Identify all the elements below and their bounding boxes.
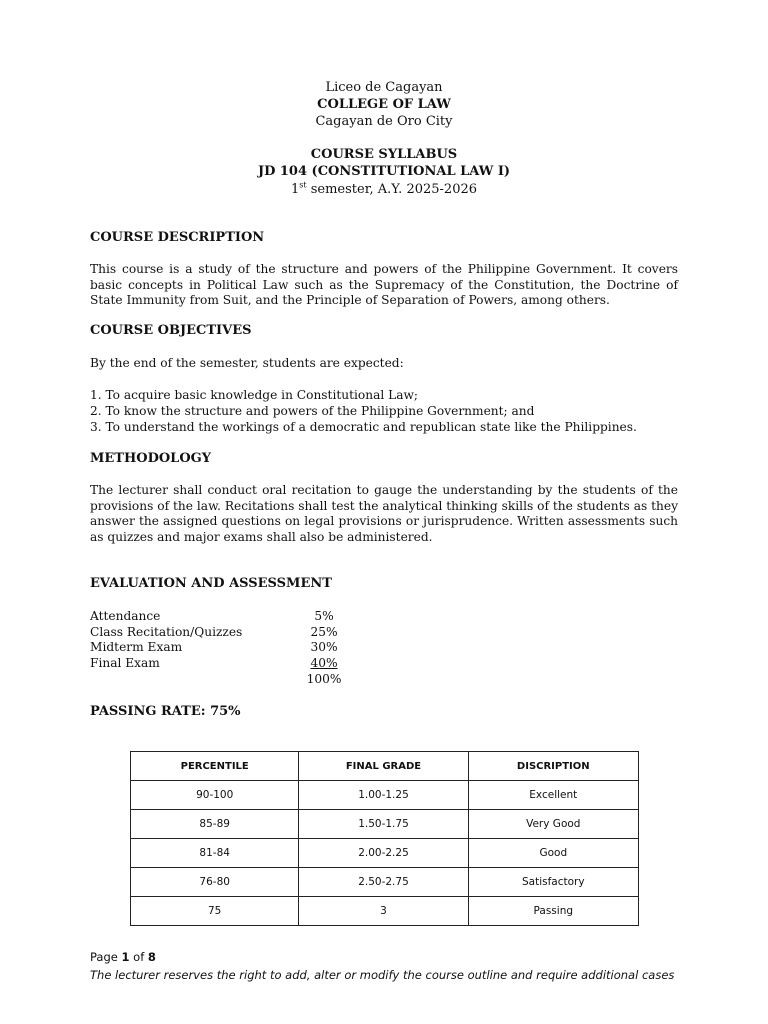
table-cell: 85-89 bbox=[131, 810, 299, 839]
page-total: 8 bbox=[147, 950, 156, 964]
table-cell: 81-84 bbox=[131, 839, 299, 868]
semester-ordinal: st bbox=[299, 180, 307, 190]
table-row bbox=[131, 897, 639, 926]
evaluation-total: 100% bbox=[306, 672, 342, 686]
evaluation-label: Final Exam bbox=[90, 656, 160, 670]
evaluation-label: Attendance bbox=[90, 609, 161, 623]
evaluation-weight: 5% bbox=[314, 609, 334, 623]
column-header-percentile: PERCENTILE bbox=[131, 752, 299, 781]
objectives-intro: By the end of the semester, students are expected: bbox=[90, 356, 404, 370]
table-cell: Excellent bbox=[468, 781, 638, 810]
column-header-description: DISCRIPTION bbox=[468, 752, 638, 781]
objective-item: 2. To know the structure and powers of the Philippine Government; and bbox=[90, 404, 535, 418]
table-cell: Passing bbox=[468, 897, 638, 926]
evaluation-label: Class Recitation/Quizzes bbox=[90, 625, 243, 639]
table-row bbox=[131, 839, 639, 868]
footer-note: The lecturer reserves the right to add, alter or modify the course outline and require additional cases bbox=[90, 968, 675, 982]
page-number bbox=[90, 950, 156, 964]
table-cell: 2.50-2.75 bbox=[299, 868, 468, 897]
table-cell: 2.00-2.25 bbox=[299, 839, 468, 868]
evaluation-weight: 30% bbox=[310, 640, 338, 654]
page-current: 1 bbox=[121, 950, 130, 964]
course-objectives-heading: COURSE OBJECTIVES bbox=[90, 323, 252, 338]
table-row bbox=[131, 868, 639, 897]
course-description-heading: COURSE DESCRIPTION bbox=[90, 230, 265, 245]
objective-item: 3. To understand the workings of a democratic and republican state like the Philippines. bbox=[90, 420, 637, 434]
table-cell: Good bbox=[468, 839, 638, 868]
table-row bbox=[131, 810, 639, 839]
course-title: JD 104 (CONSTITUTIONAL LAW I) bbox=[257, 164, 511, 179]
page-prefix: Page bbox=[90, 950, 122, 964]
city-name: Cagayan de Oro City bbox=[315, 114, 453, 129]
methodology-text: The lecturer shall conduct oral recitation to gauge the understanding by the students of the provisions of the law. Recitations shall test the analytical thinking skills of the students as they answer the assigned questions on legal provisions or jurisprudence. Written assessments such as quizzes and major exams shall also be administered. bbox=[90, 483, 678, 545]
evaluation-heading: EVALUATION AND ASSESSMENT bbox=[90, 576, 332, 591]
table-row bbox=[131, 781, 639, 810]
semester-text: semester, A.Y. 2025-2026 bbox=[306, 182, 478, 197]
table-cell: 76-80 bbox=[131, 868, 299, 897]
methodology-heading: METHODOLOGY bbox=[90, 451, 212, 466]
objective-item: 1. To acquire basic knowledge in Constitutional Law; bbox=[90, 388, 419, 402]
page-of: of bbox=[129, 950, 148, 964]
table-header-row bbox=[131, 752, 639, 781]
table-cell: 75 bbox=[131, 897, 299, 926]
table-cell: Satisfactory bbox=[468, 868, 638, 897]
document-title: COURSE SYLLABUS bbox=[310, 147, 458, 162]
school-name: Liceo de Cagayan bbox=[325, 80, 443, 95]
table-cell: Very Good bbox=[468, 810, 638, 839]
college-name: COLLEGE OF LAW bbox=[317, 97, 451, 112]
semester-line bbox=[0, 182, 768, 198]
table-cell: 90-100 bbox=[131, 781, 299, 810]
course-description-text: This course is a study of the structure and powers of the Philippine Government. It covers basic concepts in Political Law such as the Supremacy of the Constitution, the Doctrine of State Immunity from Suit, and the Principle of Separation of Powers, among others. bbox=[90, 262, 678, 308]
evaluation-weight: 25% bbox=[310, 625, 338, 639]
evaluation-weight: 40% bbox=[310, 656, 338, 670]
table-cell: 1.00-1.25 bbox=[299, 781, 468, 810]
passing-rate: PASSING RATE: 75% bbox=[90, 704, 241, 719]
table-cell: 1.50-1.75 bbox=[299, 810, 468, 839]
grading-table bbox=[130, 751, 639, 926]
semester-number: 1 bbox=[290, 182, 300, 197]
column-header-final-grade: FINAL GRADE bbox=[299, 752, 468, 781]
table-cell: 3 bbox=[299, 897, 468, 926]
evaluation-label: Midterm Exam bbox=[90, 640, 183, 654]
